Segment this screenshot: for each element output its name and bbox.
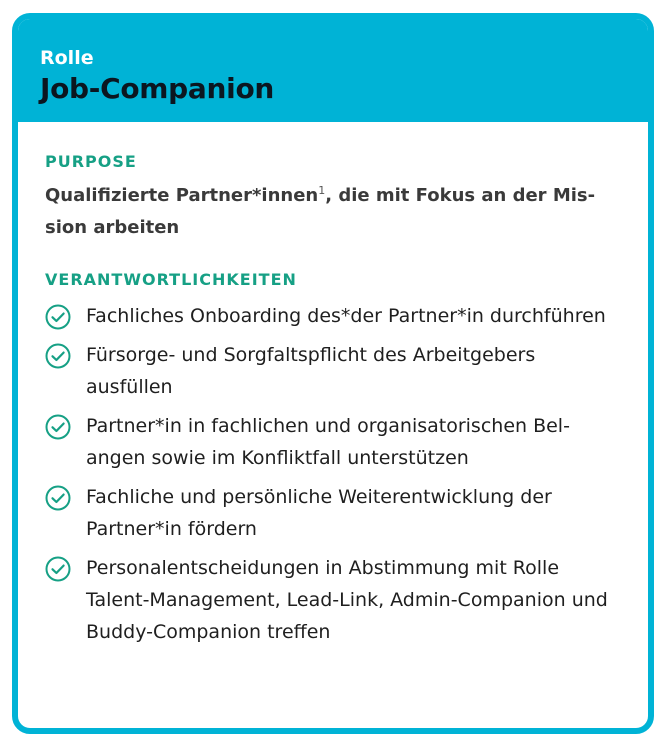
responsibilities-list (45, 300, 618, 648)
check-circle-icon (45, 556, 71, 582)
responsibility-label: Personalentscheidungen in Abstimmung mit Rolle Talent-Management, Lead-Link, Admin-Companion und Buddy-Companion treffen (86, 557, 608, 643)
list-item (45, 339, 618, 403)
role-card (12, 13, 654, 734)
role-kicker: Rolle (40, 47, 94, 69)
check-circle-icon (45, 414, 71, 440)
card-header (18, 19, 648, 122)
role-title: Job-Companion (40, 72, 275, 105)
check-circle-icon (45, 343, 71, 369)
list-item (45, 481, 618, 545)
purpose-text-main: Qualifizierte Partner*innen (45, 185, 319, 206)
list-item (45, 410, 618, 474)
responsibility-label: Fürsorge- und Sorgfaltspflicht des Arbeitgebers ausfüllen (86, 344, 536, 398)
purpose-footnote: 1 (318, 184, 326, 197)
list-item (45, 552, 618, 648)
responsibility-label: Partner*in in fachlichen und organisatorischen Bel-angen sowie im Konfliktfall unterstützen (86, 415, 570, 469)
responsibility-label: Fachliche und persönliche Weiterentwicklung der Partner*in fördern (86, 486, 552, 540)
responsibilities-heading: VERANTWORTLICHKEITEN (45, 270, 297, 289)
responsibility-label: Fachliches Onboarding des*der Partner*in durchführen (86, 305, 606, 327)
purpose-heading: PURPOSE (45, 152, 137, 171)
purpose-text (45, 180, 618, 244)
list-item (45, 300, 618, 332)
purpose-text-rest: , die mit Fokus an der Mis- sion arbeiten (45, 185, 596, 238)
card-body (18, 122, 648, 648)
check-circle-icon (45, 485, 71, 511)
check-circle-icon (45, 304, 71, 330)
